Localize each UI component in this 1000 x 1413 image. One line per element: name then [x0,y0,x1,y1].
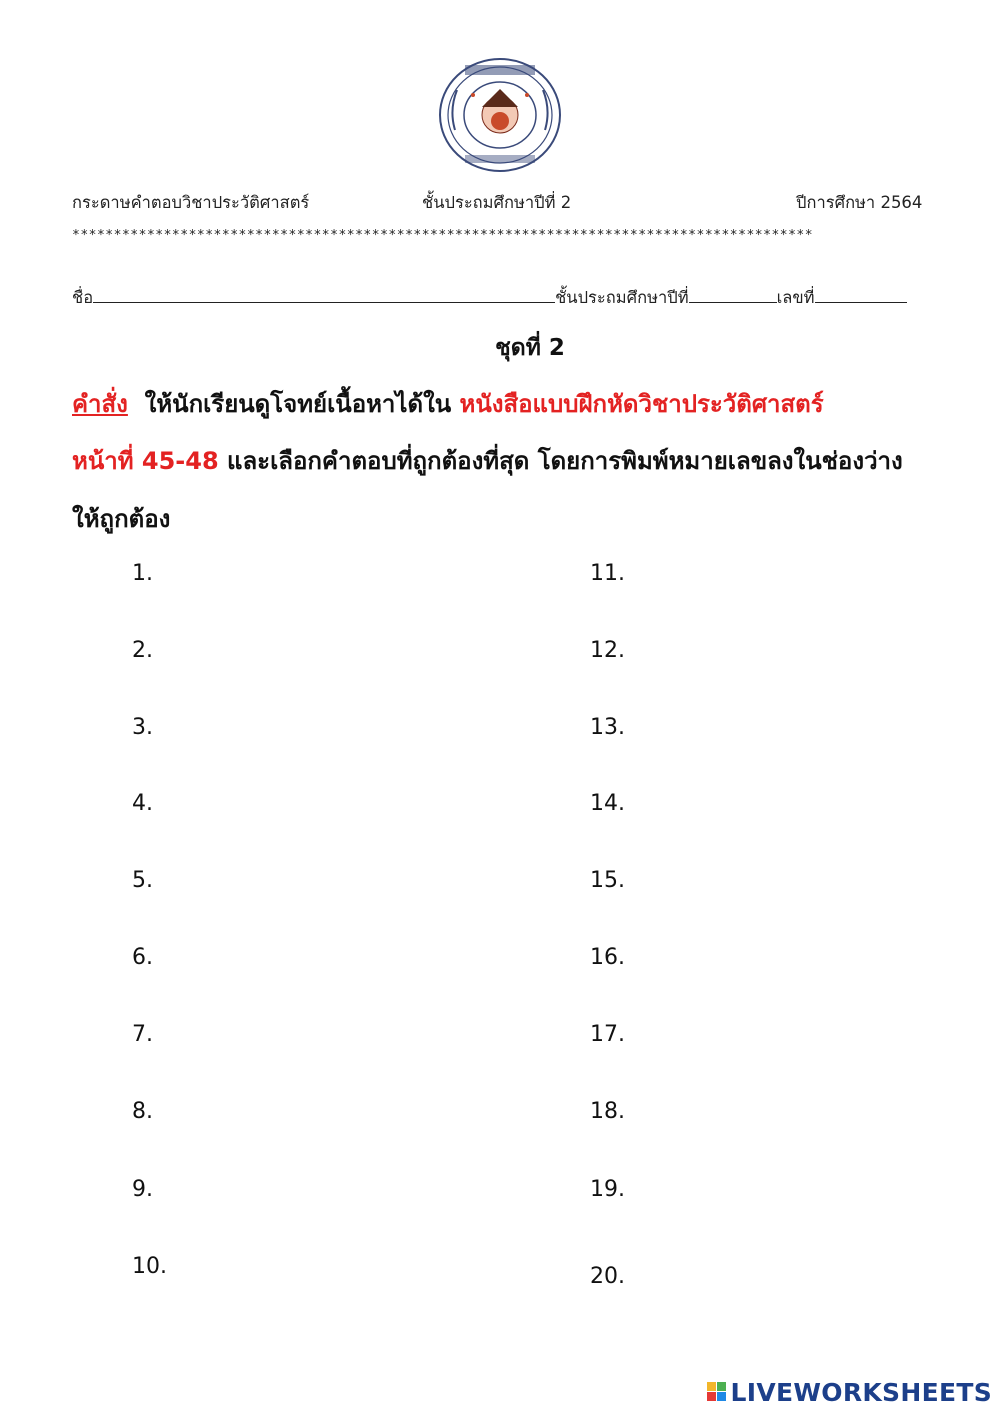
answer-number: 19. [590,1177,625,1202]
name-label: ชื่อ [72,288,94,307]
number-blank[interactable] [815,286,907,303]
answer-number: 1. [132,561,153,586]
answer-number: 15. [590,868,625,893]
answer-number: 14. [590,791,625,816]
sheet-subject: กระดาษคำตอบวิชาประวัติศาสตร์ [72,193,310,212]
instruction-line-3: ให้ถูกต้อง [72,505,171,533]
name-blank[interactable] [93,286,555,303]
answer-number: 11. [590,561,625,586]
instruction-pages: หน้าที่ 45-48 [72,447,219,475]
liveworksheets-brand [707,1378,992,1406]
answer-number: 13. [590,715,625,740]
instruction-line-2 [72,441,903,480]
instruction-text-1: ให้นักเรียนดูโจทย์เนื้อหาได้ใน [144,390,452,418]
answer-number: 4. [132,791,153,816]
instruction-label: คำสั่ง [72,390,128,418]
instruction-book: หนังสือแบบฝึกหัดวิชาประวัติศาสตร์ [459,390,824,418]
answer-number: 5. [132,868,153,893]
grade-blank[interactable] [689,286,777,303]
answer-number: 2. [132,638,153,663]
answer-number: 3. [132,715,153,740]
instruction-text-2: และเลือกคำตอบที่ถูกต้องที่สุด โดยการพิมพ์หมายเลขลงในช่องว่าง [227,447,903,475]
answer-number: 16. [590,945,625,970]
sheet-grade: ชั้นประถมศึกษาปีที่ 2 [422,193,572,212]
academic-year: ปีการศึกษา 2564 [796,193,923,212]
answer-number: 12. [590,638,625,663]
instruction-line-1 [72,384,824,423]
answer-number: 17. [590,1022,625,1047]
answer-number: 18. [590,1099,625,1124]
answer-number: 6. [132,945,153,970]
answer-number: 7. [132,1022,153,1047]
answer-number: 20. [590,1264,625,1289]
grade-label: ชั้นประถมศึกษาปีที่ [555,288,689,307]
set-title: ชุดที่ 2 [495,335,565,361]
school-seal-logo [435,55,565,175]
number-label: เลขที่ [776,288,815,307]
answer-number: 9. [132,1177,153,1202]
brand-text: LIVEWORKSHEETS [730,1377,992,1407]
answer-number: 8. [132,1099,153,1124]
separator-line: ***************************************************************************************** [72,228,814,243]
liveworksheets-logo-icon [707,1382,727,1402]
student-info-row [72,285,922,311]
answer-number: 10. [132,1254,167,1279]
